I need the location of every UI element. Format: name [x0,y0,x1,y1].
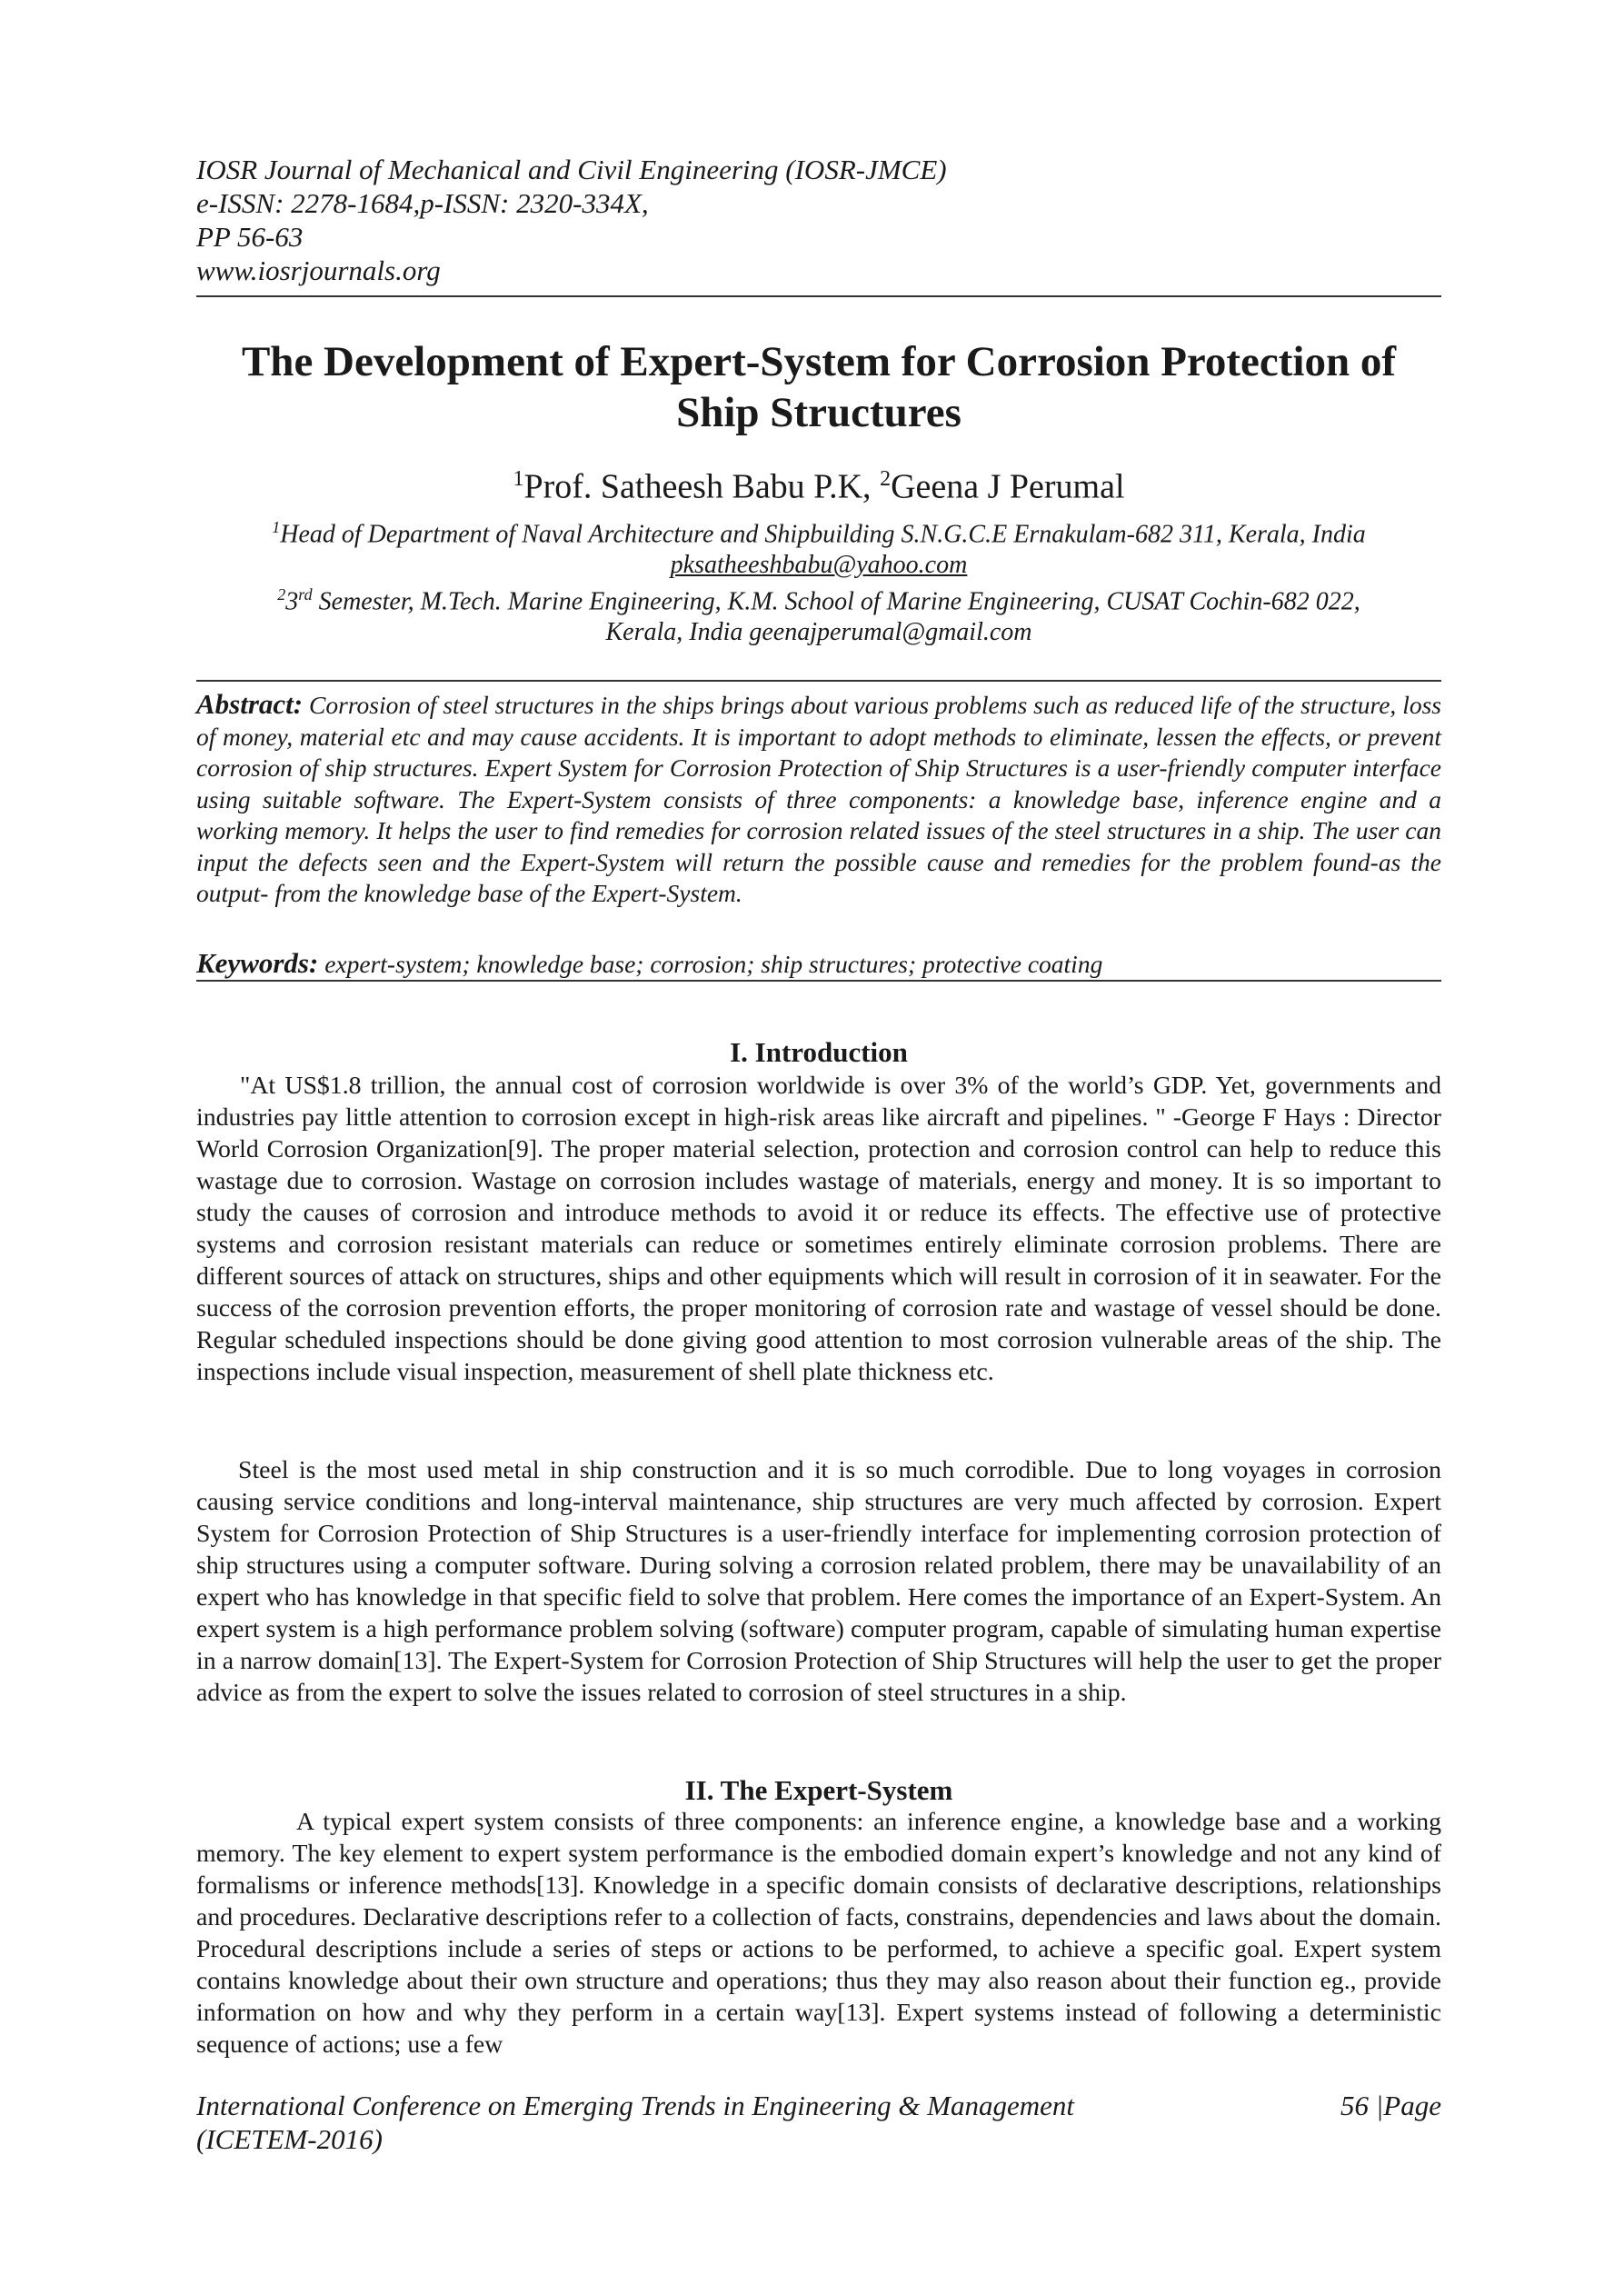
author1-name: Prof. Satheesh Babu P.K, [523,467,881,506]
author-line [196,459,1441,507]
keywords-block [196,948,1441,980]
header-divider [196,295,1441,297]
introduction-p2-text: Steel is the most used metal in ship construction and it is so much corrodible. Due to long voyages in corrosion causing service conditions and long-interval maintenance, ship structures are very much affected by corrosion. Expert System for Corrosion Protection of Ship Structures is a user-friendly interface for implementing corrosion protection of ship structures using a computer software. During solving a corrosion related problem, there may be unavailability of an expert who has knowledge in that specific field to solve that problem. Here comes the importance of an Expert-System. An expert system is a high performance problem solving (software) computer program, capable of simulating human expertise in a narrow domain[13]. The Expert-System for Corrosion Protection of Ship Structures will help the user to get the proper advice as from the expert to solve the issues related to corrosion of steel structures in a ship. [196,1456,1441,1707]
affiliation-2 [196,579,1441,648]
footer-conference: International Conference on Emerging Trends in Engineering & Management [196,2090,1075,2121]
abstract-label: Abstract: [196,688,304,720]
affiliation-2-line2: Kerala, India geenajperumal@gmail.com [605,618,1032,647]
affiliation-1-superscript: 1 [272,518,281,536]
keywords-label: Keywords: [196,947,319,979]
abstract-block [196,689,1441,910]
journal-pages: PP 56-63 [196,221,304,253]
abstract-top-divider [196,680,1441,682]
expert-system-paragraph-1 [196,1806,1441,2061]
footer-conference-abbr: (ICETEM-2016) [196,2123,383,2155]
affiliation-1-text: Head of Department of Naval Architecture and Shipbuilding S.N.G.C.E Ernakulam-682 311, Kerala, India [280,520,1366,549]
affiliation-2-superscript: 2 [277,585,286,604]
page-footer [196,2089,1441,2156]
introduction-p1-text: "At US$1.8 trillion, the annual cost of corrosion worldwide is over 3% of the world’s GDP. Yet, governments and industries pay little attention to corrosion except in high-risk areas like aircraft and pipelines. " -George F Hays : Director World Corrosion Organization[9]. The proper material selection, protection and corrosion control can help to reduce this wastage due to corrosion. Wastage on corrosion includes wastage of materials, energy and money. It is so important to study the causes of corrosion and introduce methods to avoid it or reduce its effects. The effective use of protective systems and corrosion resistant materials can reduce or sometimes entirely eliminate corrosion problems. There are different sources of attack on structures, ships and other equipments which will result in corrosion of it in seawater. For the success of the corrosion prevention efforts, the proper monitoring of corrosion rate and wastage of vessel should be done. Regular scheduled inspections should be done giving good attention to most corrosion vulnerable areas of the ship. The inspections include visual inspection, measurement of shell plate thickness etc. [196,1072,1441,1386]
abstract-text: Corrosion of steel structures in the ships brings about various problems such as reduced life of the structure, loss of money, material etc and may cause accidents. It is important to adopt methods to eliminate, lessen the effects, or prevent corrosion of ship structures. Expert System for Corrosion Protection of Ship Structures is a user-friendly computer interface using suitable software. The Expert-System consists of three components: a knowledge base, inference engine and a working memory. It helps the user to find remedies for corrosion related issues of the steel structures in a ship. The user can input the defects seen and the Expert-System will return the possible cause and remedies for the problem found-as the output- from the knowledge base of the Expert-System. [196,691,1442,907]
keywords-text: expert-system; knowledge base; corrosion; ship structures; protective coating [324,950,1103,978]
author1-superscript: 1 [513,467,524,491]
abstract-bottom-divider [196,980,1441,982]
affiliation-2-ordinal: rd [298,585,313,604]
journal-name: IOSR Journal of Mechanical and Civil Engineering (IOSR-JMCE) [196,154,947,185]
introduction-paragraph-2 [196,1454,1441,1709]
footer-page-number: 56 |Page [1340,2090,1441,2121]
affiliation-1 [196,512,1441,581]
introduction-paragraph-1 [196,1070,1441,1388]
expert-system-p1-text: A typical expert system consists of three components: an inference engine, a knowledge base and a working memory. The key element to expert system performance is the embodied domain expert’s knowledge and not any kind of formalisms or inference methods[13]. Knowledge in a specific domain consists of declarative descriptions, relationships and procedures. Declarative descriptions refer to a collection of facts, constrains, dependencies and laws about the domain. Procedural descriptions include a series of steps or actions to be performed, to achieve a specific goal. Expert system contains knowledge about their own structure and operations; thus they may also reason about their function eg., provide information on how and why they perform in a certain way[13]. Expert systems instead of following a deterministic sequence of actions; use a few [196,1808,1441,2059]
section-heading-introduction: I. Introduction [730,1036,908,1068]
journal-header [196,153,1441,287]
journal-issn: e-ISSN: 2278-1684,p-ISSN: 2320-334X, [196,187,649,219]
author2-superscript: 2 [880,467,892,491]
section-heading-expert-system: II. The Expert-System [684,1774,953,1806]
author2-name: Geena J Perumal [891,467,1125,506]
affiliation-1-email[interactable]: pksatheeshbabu@yahoo.com [670,551,968,580]
paper-title: The Development of Expert-System for Corrosion Protection of Ship Structures [241,338,1397,436]
affiliation-2-line1: Semester, M.Tech. Marine Engineering, K.M. School of Marine Engineering, CUSAT Cochin-682 022, [312,587,1360,616]
affiliation-2-prefix: 3 [285,587,299,616]
journal-website: www.iosrjournals.org [196,254,441,286]
